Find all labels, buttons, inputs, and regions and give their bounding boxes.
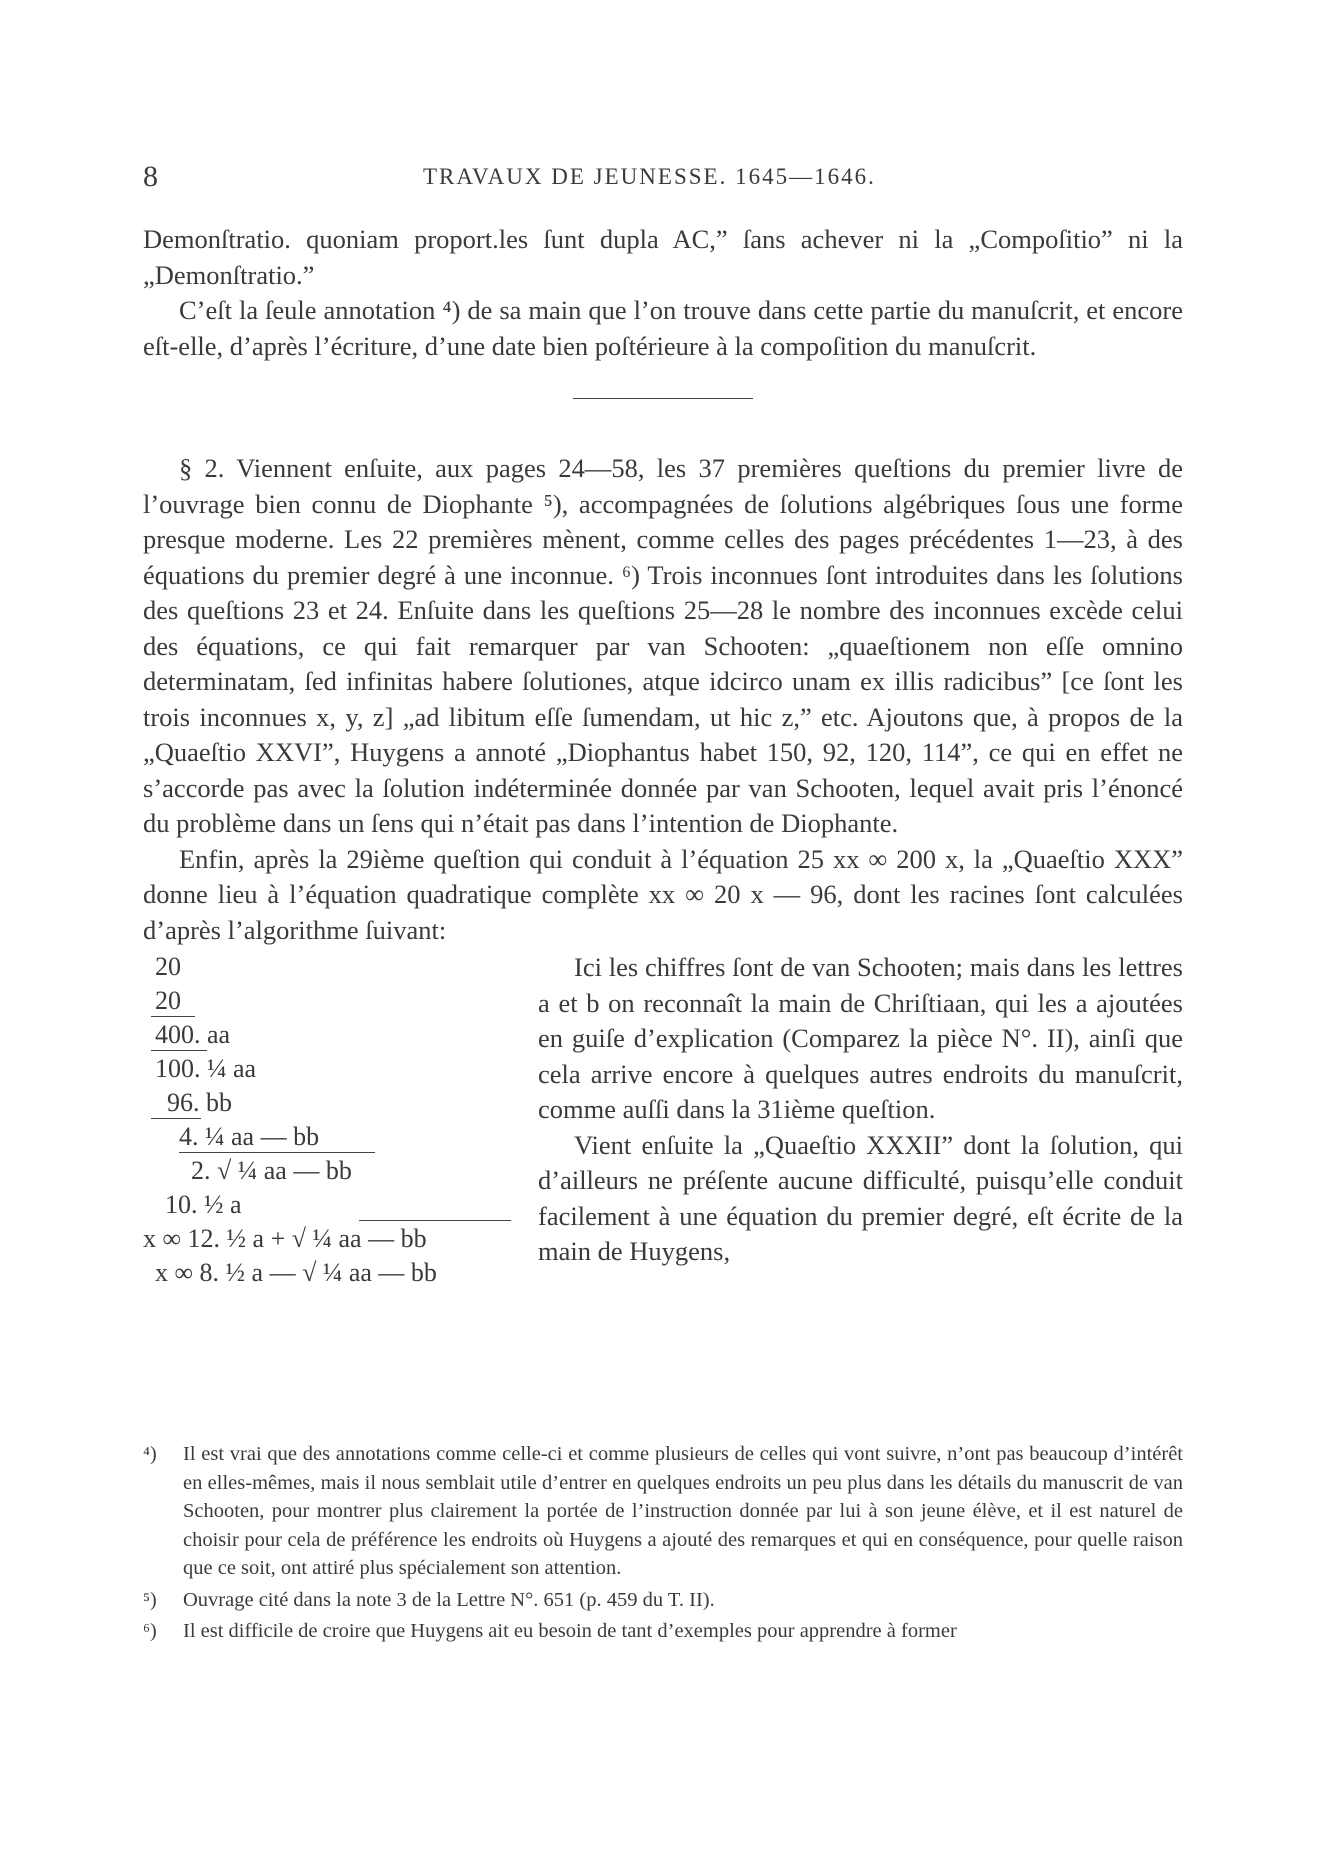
calc-rule bbox=[179, 1152, 375, 1153]
calc-rule bbox=[151, 1016, 195, 1017]
calc-line: 20 bbox=[155, 986, 181, 1015]
calc-line: 4. ¼ aa — bb bbox=[179, 1122, 320, 1151]
footnote-text: Il est difficile de croire que Huygens ait eu besoin de tant d’exemples pour apprendre à former bbox=[183, 1620, 957, 1642]
calc-rule bbox=[359, 1220, 511, 1221]
main-text bbox=[143, 222, 1183, 1286]
page-header bbox=[143, 160, 1183, 200]
calc-line: 20 bbox=[155, 952, 181, 981]
page-number: 8 bbox=[143, 160, 158, 193]
paragraph-quaestio-xxx: Enfin, après la 29ième queſtion qui conduit à l’équation 25 xx ∞ 200 x, la „Quaeſtio XXX” donne lieu à l’équation quadratique complète xx ∞ 20 x — 96, dont les racines ſont calculées d’après l’algorithme ſuivant: bbox=[143, 843, 1183, 945]
calc-rule bbox=[151, 1050, 207, 1051]
paragraph-section-2: § 2. Viennent enſuite, aux pages 24—58, les 37 premières queſtions du premier livre de l’ouvrage bien connu de Diophante ⁵), accompagnées de ſolutions algébriques ſous une forme presque moderne. Les 22 premières mènent, comme celles des pages précédentes 1—23, à des équations du premier degré à une inconnue. ⁶) Trois inconnues ſont introduites dans les ſolutions des queſtions 23 et 24. Enſuite dans les queſtions 25—28 le nombre des inconnues excède celui des équations, ce qui fait remarquer par van Schooten: „quaeſtionem non eſſe omnino determinatam, ſed infinitas habere ſolutiones, atque idcirco unam ex illis radicibus” [ce ſont les trois inconnues x, y, z] „ad libitum eſſe ſumendam, ut hic z,” etc. Ajoutons que, à propos de la „Quaeſtio XXVI”, Huygens a annoté „Diophantus habet 150, 92, 120, 114”, ce qui en effet ne s’accorde pas avec la ſolution indéterminée donnée par van Schooten, lequel avait pris l’énoncé du problème dans un ſens qui n’était pas dans l’intention de Diophante. bbox=[143, 453, 1183, 838]
calc-line: 100. ¼ aa bbox=[155, 1054, 257, 1083]
footnote-mark: ⁴) bbox=[143, 1443, 157, 1465]
footnote-text: Ouvrage cité dans la note 3 de la Lettre N°. 651 (p. 459 du T. II). bbox=[183, 1588, 715, 1611]
footnote-mark: ⁶) bbox=[143, 1620, 157, 1642]
calc-line: 96. bb bbox=[167, 1088, 232, 1117]
calc-line: x ∞ 8. ½ a — √ ¼ aa — bb bbox=[155, 1258, 437, 1287]
calc-line: 10. ½ a bbox=[165, 1190, 242, 1219]
calc-line: 2. √ ¼ aa — bb bbox=[191, 1156, 352, 1185]
footnote-6 bbox=[143, 1617, 1183, 1646]
paragraph-letters-a-b: Ici les chiffres ſont de van Schooten; mais dans les lettres a et b on reconnaît la main de Chriſtiaan, qui les a ajoutées en guiſe d’explication (Comparez la pièce N°. II), ainſi que cela arrive encore à quelques autres endroits du manuſcrit, comme auſſi dans la 31ième queſtion. bbox=[538, 952, 1183, 1124]
running-title: TRAVAUX DE JEUNESSE. 1645—1646. bbox=[423, 164, 876, 189]
calc-line: 400. aa bbox=[155, 1020, 231, 1049]
section-divider bbox=[573, 398, 753, 399]
paragraph-demonstratio: Demonſtratio. quoniam proport.les ſunt dupla AC,” ſans achever ni la „Compoſitio” ni la „Demonſtratio.” bbox=[143, 224, 1183, 290]
side-text bbox=[538, 950, 1183, 1270]
calc-rule bbox=[151, 1118, 201, 1119]
footnote-5 bbox=[143, 1586, 1183, 1615]
footnote-text: Il est vrai que des annotations comme celle-ci et comme plusieurs de celles qui vont suivre, n’ont pas beaucoup d’intérêt en elles-mêmes, mais il nous semblait utile d’entrer en quelques endroits un peu plus dans les détails du manuscrit de van Schooten, pour montrer plus clairement la portée de l’instruction donnée par lui à son jeune élève, et il est naturel de choisir pour cela de préférence les endroits où Huygens a ajouté des remarques et qui en conséquence, pour quelle raison que ce soit, ont attiré plus spécialement son attention. bbox=[183, 1443, 1183, 1579]
footnote-mark: ⁵) bbox=[143, 1588, 157, 1611]
algorithm-block bbox=[143, 950, 1183, 1286]
footnotes bbox=[143, 1440, 1183, 1649]
footnote-4 bbox=[143, 1440, 1183, 1583]
calc-line: x ∞ 12. ½ a + √ ¼ aa — bb bbox=[143, 1224, 427, 1253]
paragraph-quaestio-xxxii: Vient enſuite la „Quaeſtio XXXII” dont la ſolution, qui d’ailleurs ne préſente aucune difficulté, puisqu’elle conduit facilement à une équation du premier degré, eſt écrite de la main de Huygens, bbox=[538, 1129, 1183, 1266]
paragraph-annotation: C’eſt la ſeule annotation ⁴) de sa main que l’on trouve dans cette partie du manuſcrit, et encore eſt-elle, d’après l’écriture, d’une date bien poſtérieure à la compoſition du manuſcrit. bbox=[143, 295, 1183, 361]
